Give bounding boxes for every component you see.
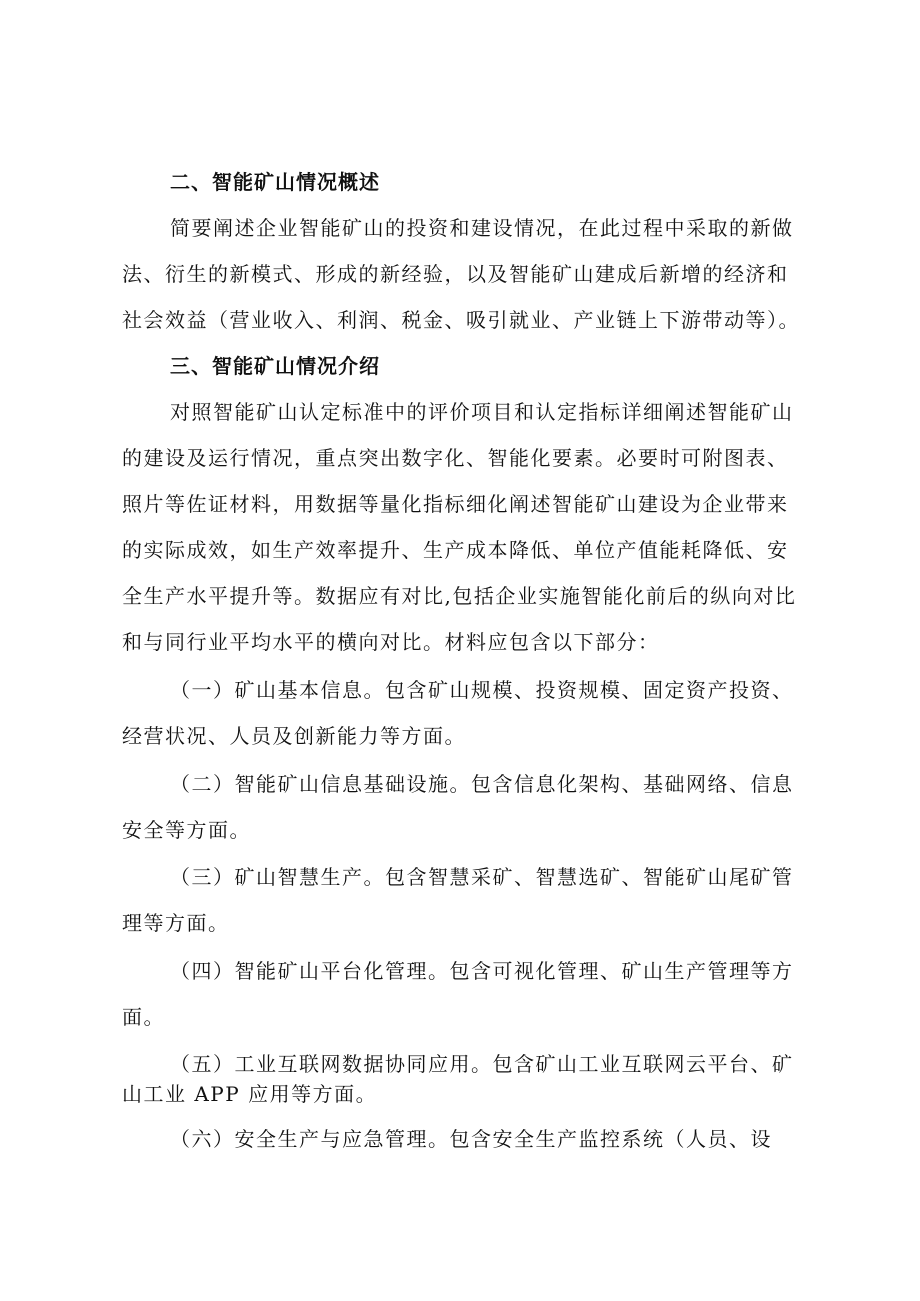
section-3-paragraph-line: 全生产水平提升等。数据应有对比,包括企业实施智能化前后的纵向对比 xyxy=(122,584,797,608)
section-3-paragraph-line: 和与同行业平均水平的横向对比。材料应包含以下部分： xyxy=(122,630,660,654)
item-5-line: （五）工业互联网数据协同应用。包含矿山工业互联网云平台、矿 xyxy=(170,1052,794,1076)
item-1-line: 经营状况、人员及创新能力等方面。 xyxy=(122,724,466,748)
item-1-line: （一）矿山基本信息。包含矿山规模、投资规模、固定资产投资、 xyxy=(170,678,794,702)
item-2-line: （二）智能矿山信息基础设施。包含信息化架构、基础网络、信息 xyxy=(170,772,794,796)
section-2-heading: 二、智能矿山情况概述 xyxy=(170,170,380,194)
section-3-paragraph-line: 的建设及运行情况，重点突出数字化、智能化要素。必要时可附图表、 xyxy=(122,446,789,470)
section-3-heading: 三、智能矿山情况介绍 xyxy=(170,354,380,378)
item-6-line: （六）安全生产与应急管理。包含安全生产监控系统（人员、设 xyxy=(170,1127,772,1151)
section-2-paragraph-line: 简要阐述企业智能矿山的投资和建设情况，在此过程中采取的新做 xyxy=(170,216,794,240)
item-4-line: （四）智能矿山平台化管理。包含可视化管理、矿山生产管理等方 xyxy=(170,959,794,983)
item-5-line: 山工业 APP 应用等方面。 xyxy=(122,1082,378,1106)
item-2-line: 安全等方面。 xyxy=(122,818,251,842)
section-3-paragraph-line: 照片等佐证材料，用数据等量化指标细化阐述智能矿山建设为企业带来 xyxy=(122,492,789,516)
item-4-line: 面。 xyxy=(122,1005,165,1029)
section-3-paragraph-line: 的实际成效，如生产效率提升、生产成本降低、单位产值能耗降低、安 xyxy=(122,538,789,562)
item-3-line: （三）矿山智慧生产。包含智慧采矿、智慧选矿、智能矿山尾矿管 xyxy=(170,865,794,889)
section-2-paragraph-line: 法、衍生的新模式、形成的新经验，以及智能矿山建成后新增的经济和 xyxy=(122,262,789,286)
item-3-line: 理等方面。 xyxy=(122,911,230,935)
section-2-paragraph-line: 社会效益（营业收入、利润、税金、吸引就业、产业链上下游带动等）。 xyxy=(122,308,800,332)
section-3-paragraph-line: 对照智能矿山认定标准中的评价项目和认定指标详细阐述智能矿山 xyxy=(170,400,794,424)
